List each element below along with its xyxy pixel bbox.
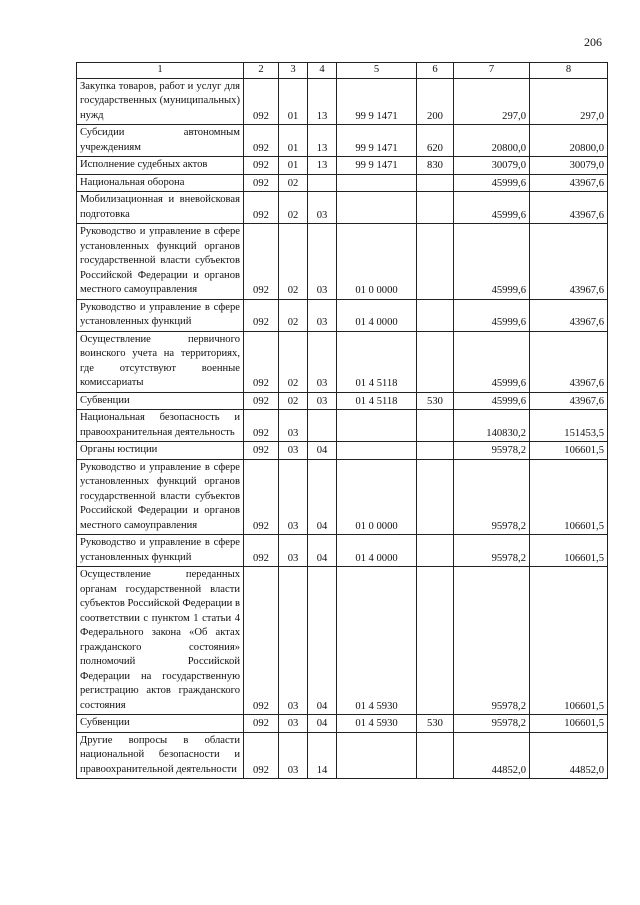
section-code: 01 (279, 78, 308, 125)
expense-type (417, 442, 454, 460)
sum-year-2: 43967,6 (530, 331, 608, 392)
target-article: 01 4 0000 (337, 535, 417, 567)
subsection-code: 04 (308, 442, 337, 460)
sum-year-2: 297,0 (530, 78, 608, 125)
row-name: Субвенции (77, 392, 244, 410)
section-code: 02 (279, 299, 308, 331)
row-name: Исполнение судебных актов (77, 157, 244, 175)
admin-code: 092 (244, 410, 279, 442)
table-row (77, 192, 608, 224)
sum-year-2: 151453,5 (530, 410, 608, 442)
section-code: 02 (279, 392, 308, 410)
sum-year-1: 20800,0 (454, 125, 530, 157)
table-row (77, 174, 608, 192)
table-row (77, 392, 608, 410)
target-article: 01 0 0000 (337, 224, 417, 300)
subsection-code: 04 (308, 459, 337, 535)
expense-type (417, 535, 454, 567)
section-code: 01 (279, 125, 308, 157)
section-code: 02 (279, 331, 308, 392)
subsection-code: 04 (308, 567, 337, 715)
admin-code: 092 (244, 192, 279, 224)
table-row (77, 299, 608, 331)
sum-year-1: 140830,2 (454, 410, 530, 442)
target-article: 99 9 1471 (337, 157, 417, 175)
section-code: 03 (279, 732, 308, 779)
sum-year-2: 106601,5 (530, 535, 608, 567)
sum-year-2: 43967,6 (530, 299, 608, 331)
sum-year-1: 45999,6 (454, 299, 530, 331)
header-row (77, 63, 608, 79)
section-code: 02 (279, 192, 308, 224)
header-cell: 3 (279, 63, 308, 79)
page-number: 206 (584, 35, 602, 49)
admin-code: 092 (244, 567, 279, 715)
sum-year-1: 45999,6 (454, 192, 530, 224)
target-article (337, 410, 417, 442)
target-article: 99 9 1471 (337, 125, 417, 157)
header-cell: 6 (417, 63, 454, 79)
expense-type: 200 (417, 78, 454, 125)
section-code: 03 (279, 442, 308, 460)
subsection-code: 13 (308, 125, 337, 157)
target-article (337, 442, 417, 460)
admin-code: 092 (244, 535, 279, 567)
header-cell: 1 (77, 63, 244, 79)
header-cell: 2 (244, 63, 279, 79)
sum-year-2: 20800,0 (530, 125, 608, 157)
sum-year-1: 95978,2 (454, 567, 530, 715)
sum-year-2: 106601,5 (530, 715, 608, 733)
sum-year-2: 106601,5 (530, 567, 608, 715)
expense-type (417, 567, 454, 715)
expense-type: 530 (417, 715, 454, 733)
admin-code: 092 (244, 157, 279, 175)
row-name: Другие вопросы в области национальной безопасности и правоохранительной деятельности (77, 732, 244, 779)
sum-year-1: 95978,2 (454, 459, 530, 535)
subsection-code (308, 410, 337, 442)
target-article: 01 4 5118 (337, 331, 417, 392)
row-name: Руководство и управление в сфере установленных функций (77, 535, 244, 567)
target-article: 01 4 5930 (337, 567, 417, 715)
sum-year-1: 95978,2 (454, 442, 530, 460)
sum-year-1: 44852,0 (454, 732, 530, 779)
row-name: Осуществление переданных органам государственной власти субъектов Российской Федерации в соответствии с пунктом 1 статьи 4 Федерального закона «Об актах гражданского состояния» полномочий Российской Федерации на государственную регистрацию актов гражданского состояния (77, 567, 244, 715)
sum-year-2: 43967,6 (530, 224, 608, 300)
target-article: 01 4 0000 (337, 299, 417, 331)
expense-type (417, 331, 454, 392)
row-name: Руководство и управление в сфере установленных функций органов государственной власти субъектов Российской Федерации и органов местного самоуправления (77, 224, 244, 300)
sum-year-1: 45999,6 (454, 224, 530, 300)
admin-code: 092 (244, 459, 279, 535)
header-cell: 5 (337, 63, 417, 79)
sum-year-1: 45999,6 (454, 174, 530, 192)
subsection-code: 03 (308, 392, 337, 410)
row-name: Осуществление первичного воинского учета на территориях, где отсутствуют военные комиссариаты (77, 331, 244, 392)
admin-code: 092 (244, 299, 279, 331)
sum-year-1: 45999,6 (454, 392, 530, 410)
row-name: Мобилизационная и вневойсковая подготовка (77, 192, 244, 224)
row-name: Руководство и управление в сфере установленных функций органов государственной власти субъектов Российской Федерации и органов местного самоуправления (77, 459, 244, 535)
subsection-code (308, 174, 337, 192)
sum-year-2: 43967,6 (530, 174, 608, 192)
admin-code: 092 (244, 78, 279, 125)
target-article: 01 0 0000 (337, 459, 417, 535)
section-code: 01 (279, 157, 308, 175)
table-row (77, 157, 608, 175)
expense-type: 830 (417, 157, 454, 175)
section-code: 03 (279, 715, 308, 733)
admin-code: 092 (244, 331, 279, 392)
section-code: 03 (279, 459, 308, 535)
subsection-code: 14 (308, 732, 337, 779)
row-name: Национальная безопасность и правоохранительная деятельность (77, 410, 244, 442)
budget-table (76, 62, 608, 779)
expense-type (417, 224, 454, 300)
sum-year-1: 30079,0 (454, 157, 530, 175)
sum-year-1: 95978,2 (454, 715, 530, 733)
admin-code: 092 (244, 392, 279, 410)
table-row (77, 78, 608, 125)
table-row (77, 442, 608, 460)
admin-code: 092 (244, 715, 279, 733)
admin-code: 092 (244, 224, 279, 300)
subsection-code: 13 (308, 157, 337, 175)
section-code: 02 (279, 224, 308, 300)
sum-year-1: 95978,2 (454, 535, 530, 567)
sum-year-2: 106601,5 (530, 459, 608, 535)
sum-year-1: 45999,6 (454, 331, 530, 392)
row-name: Руководство и управление в сфере установленных функций (77, 299, 244, 331)
subsection-code: 04 (308, 535, 337, 567)
expense-type (417, 299, 454, 331)
sum-year-2: 106601,5 (530, 442, 608, 460)
expense-type (417, 174, 454, 192)
table-row (77, 125, 608, 157)
admin-code: 092 (244, 732, 279, 779)
header-cell: 8 (530, 63, 608, 79)
admin-code: 092 (244, 174, 279, 192)
sum-year-2: 43967,6 (530, 192, 608, 224)
section-code: 02 (279, 174, 308, 192)
target-article (337, 192, 417, 224)
subsection-code: 03 (308, 192, 337, 224)
section-code: 03 (279, 410, 308, 442)
section-code: 03 (279, 535, 308, 567)
row-name: Органы юстиции (77, 442, 244, 460)
expense-type (417, 410, 454, 442)
sum-year-2: 30079,0 (530, 157, 608, 175)
subsection-code: 03 (308, 331, 337, 392)
table-row (77, 535, 608, 567)
expense-type (417, 192, 454, 224)
target-article (337, 174, 417, 192)
target-article: 01 4 5930 (337, 715, 417, 733)
expense-type (417, 732, 454, 779)
table-row (77, 459, 608, 535)
row-name: Субвенции (77, 715, 244, 733)
expense-type: 530 (417, 392, 454, 410)
row-name: Закупка товаров, работ и услуг для государственных (муниципальных) нужд (77, 78, 244, 125)
target-article: 01 4 5118 (337, 392, 417, 410)
table-row (77, 331, 608, 392)
admin-code: 092 (244, 442, 279, 460)
header-cell: 4 (308, 63, 337, 79)
sum-year-2: 43967,6 (530, 392, 608, 410)
target-article: 99 9 1471 (337, 78, 417, 125)
expense-type: 620 (417, 125, 454, 157)
table-row (77, 224, 608, 300)
sum-year-2: 44852,0 (530, 732, 608, 779)
admin-code: 092 (244, 125, 279, 157)
row-name: Субсидии автономным учреждениям (77, 125, 244, 157)
table-row (77, 732, 608, 779)
sum-year-1: 297,0 (454, 78, 530, 125)
subsection-code: 04 (308, 715, 337, 733)
table-row (77, 410, 608, 442)
subsection-code: 13 (308, 78, 337, 125)
subsection-code: 03 (308, 299, 337, 331)
expense-type (417, 459, 454, 535)
section-code: 03 (279, 567, 308, 715)
target-article (337, 732, 417, 779)
row-name: Национальная оборона (77, 174, 244, 192)
table-row (77, 715, 608, 733)
header-cell: 7 (454, 63, 530, 79)
subsection-code: 03 (308, 224, 337, 300)
table-row (77, 567, 608, 715)
